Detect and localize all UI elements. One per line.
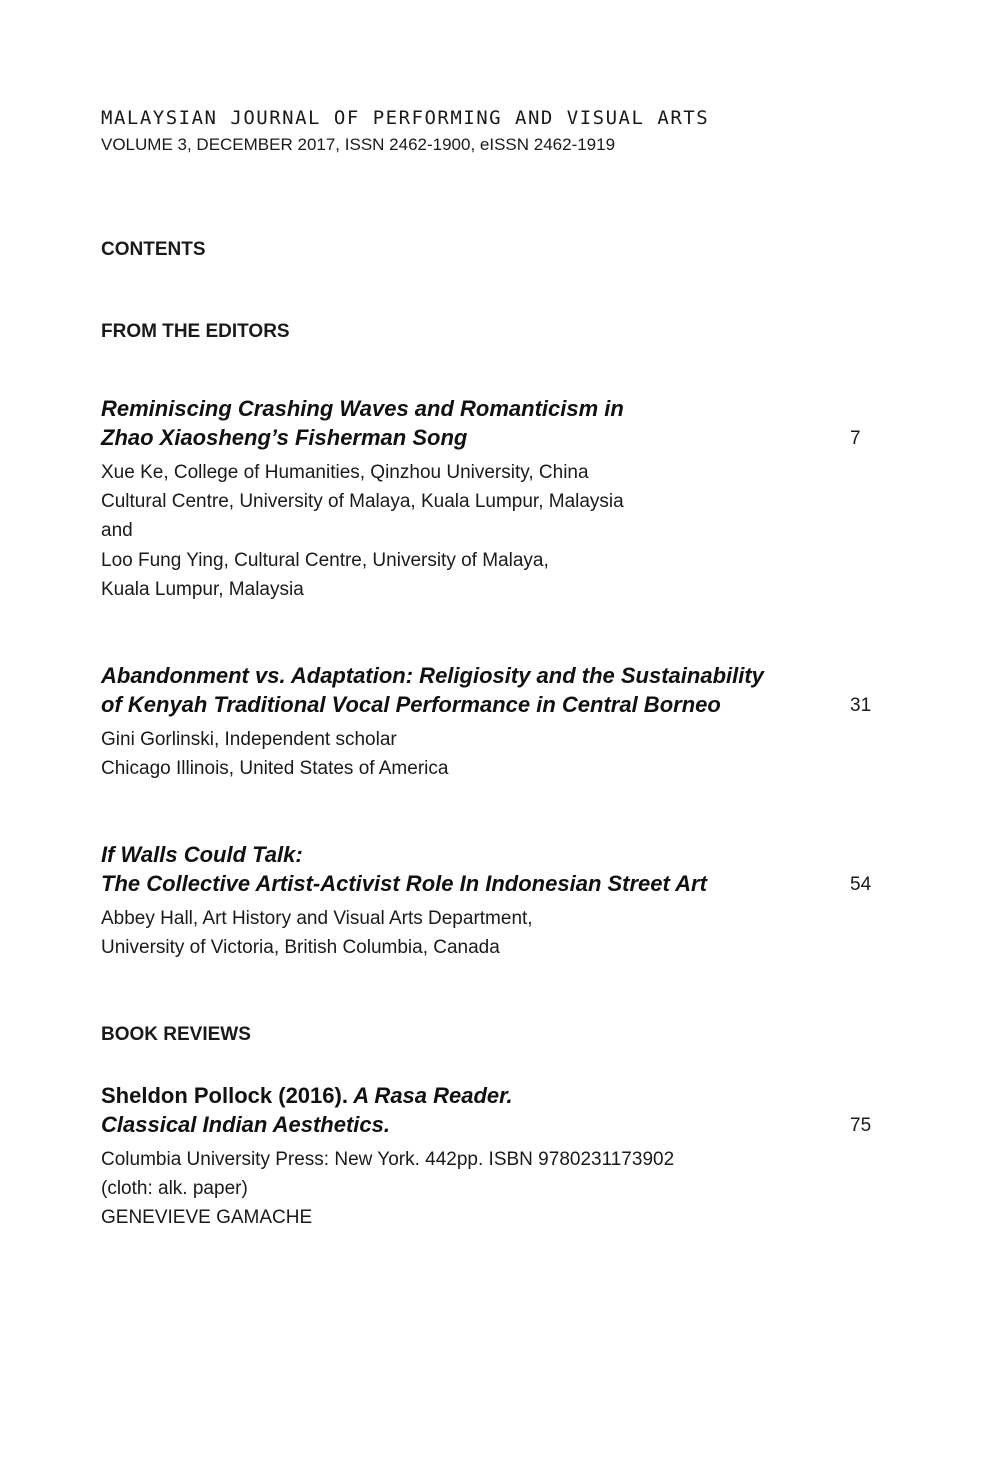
journal-volume-line: VOLUME 3, DECEMBER 2017, ISSN 2462-1900, eISSN 2462-1919: [101, 135, 616, 154]
review-detail-line: GENEVIEVE GAMACHE: [101, 1207, 313, 1229]
journal-title: MALAYSIAN JOURNAL OF PERFORMING AND VISUAL ARTS: [101, 107, 710, 129]
review-title-line-1[interactable]: [101, 1081, 901, 1110]
review-book-title: A Rasa Reader.: [353, 1083, 513, 1108]
article-title-line-2[interactable]: The Collective Artist-Activist Role In Indonesian Street Art: [101, 871, 707, 896]
review-author-year: Sheldon Pollock (2016).: [101, 1083, 348, 1108]
toc-entry-book-review[interactable]: [101, 1081, 901, 1233]
article-title-line-2[interactable]: Zhao Xiaosheng’s Fisherman Song: [101, 425, 468, 450]
author-line: Xue Ke, College of Humanities, Qinzhou University, China: [101, 462, 589, 483]
article-title-line-1[interactable]: Reminiscing Crashing Waves and Romanticism in: [101, 396, 624, 421]
author-line: Chicago Illinois, United States of America: [101, 758, 449, 780]
article-title-line-1[interactable]: If Walls Could Talk:: [101, 842, 303, 867]
page-number: 31: [850, 695, 872, 716]
page-number: 75: [850, 1115, 872, 1136]
author-line: Cultural Centre, University of Malaya, Kuala Lumpur, Malaysia: [101, 491, 624, 513]
toc-entry-article-2[interactable]: [101, 661, 901, 783]
review-details: [101, 1145, 901, 1233]
author-line: Kuala Lumpur, Malaysia: [101, 578, 304, 600]
author-line: Abbey Hall, Art History and Visual Arts Department,: [101, 908, 533, 929]
author-line: University of Victoria, British Columbia, Canada: [101, 937, 500, 959]
from-editors-heading: FROM THE EDITORS: [101, 321, 290, 342]
article-title-line-1[interactable]: Abandonment vs. Adaptation: Religiosity and the Sustainability: [101, 663, 764, 688]
article-authors: [101, 458, 901, 604]
toc-entry-article-1[interactable]: [101, 394, 901, 604]
article-title-line-2[interactable]: of Kenyah Traditional Vocal Performance in Central Borneo: [101, 692, 721, 717]
article-authors: [101, 904, 901, 962]
article-authors: [101, 725, 901, 783]
review-title-line-2[interactable]: Classical Indian Aesthetics.: [101, 1112, 390, 1137]
page-number: 54: [850, 874, 872, 895]
author-line: Gini Gorlinski, Independent scholar: [101, 729, 397, 750]
review-detail-line: (cloth: alk. paper): [101, 1178, 248, 1200]
review-detail-line: Columbia University Press: New York. 442pp. ISBN 9780231173902: [101, 1149, 675, 1170]
page-number: 7: [850, 428, 861, 449]
author-line: and: [101, 520, 133, 542]
toc-entry-article-3[interactable]: [101, 840, 901, 962]
contents-heading: CONTENTS: [101, 239, 206, 260]
author-line: Loo Fung Ying, Cultural Centre, University of Malaya,: [101, 549, 549, 571]
book-reviews-heading: BOOK REVIEWS: [101, 1024, 251, 1045]
